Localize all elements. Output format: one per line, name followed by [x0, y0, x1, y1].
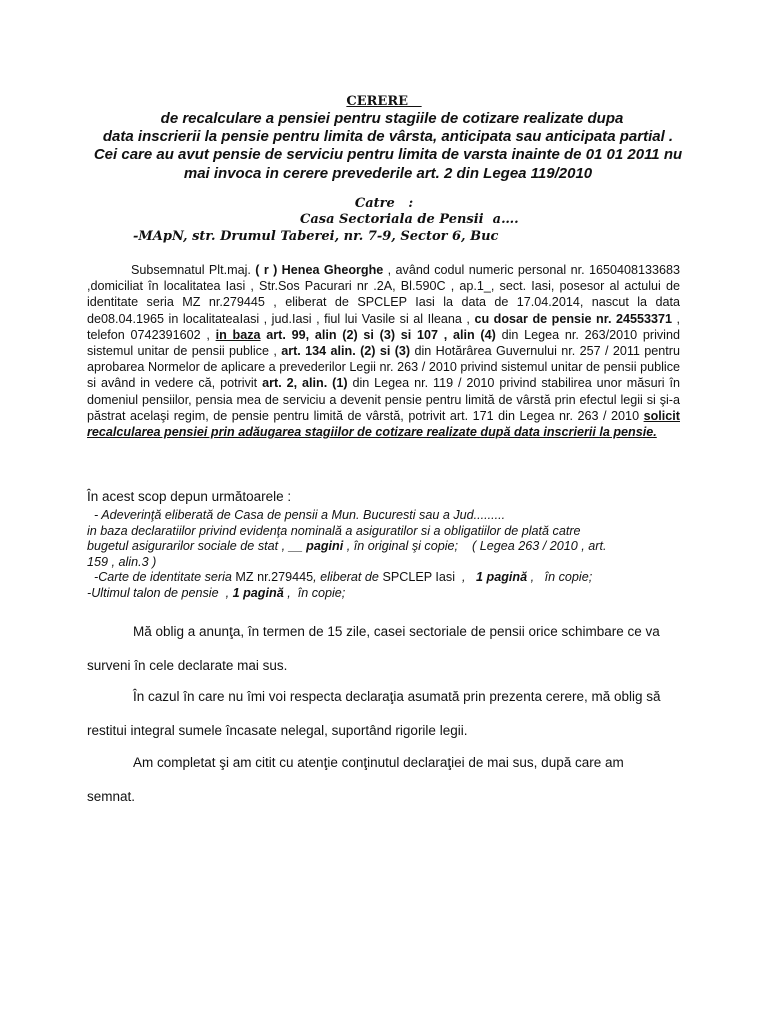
doc-text: -Carte de identitate seria	[87, 570, 236, 585]
documents-intro: În acest scop depun următoarele :	[87, 489, 292, 504]
document-item-1-cont3: 159 , alin.3 )	[87, 554, 157, 569]
document-item-1-cont: in baza declaratiilor privind evidenţa nominală a asiguratilor si a obligatiilor de plată catre	[87, 523, 581, 538]
in-baza-label: in baza	[215, 327, 261, 342]
closing-paragraph-2	[87, 689, 681, 739]
closing-paragraph-3	[87, 755, 681, 805]
closing-1-line-1: Mă oblig a anunţa, în termen de 15 zile, casei sectoriale de pensii orice schimbare ce va	[133, 624, 660, 639]
document-item-1: - Adeverinţă eliberată de Casa de pensii a Mun. Bucuresti sau a Jud.........	[87, 508, 506, 522]
solicit-label: solicit	[643, 408, 680, 423]
doc-text: -Ultimul talon de pensie ,	[87, 585, 233, 600]
closing-3-line-1: Am completat şi am citit cu atenţie conţinutul declaraţiei de mai sus, după care am	[133, 755, 624, 770]
p1-text-b: , având codul numeric personal nr. 1650408133683 ,domiciliat în localitatea Iasi , Str.Sos Pacurari nr .2A, Bl.590C , ap.1_, sect. Iasi, posesor al actului de identitate seria MZ nr.279445 , eliberat de SPCLEP Iasi la data de 17.04.2014, nascut la data de08.04.1965 in localitateaIasi , jud.Iasi , fiul lui Vasile si al Ileana ,	[87, 263, 680, 326]
doc-text: , eliberat de	[313, 570, 383, 585]
pension-file-number: cu dosar de pensie nr. 24553371	[474, 311, 672, 326]
document-subtitle	[92, 110, 684, 183]
p1-text-a: Subsemnatul Plt.maj.	[131, 263, 256, 277]
p1-text-c: , telefon 0742391602 ,	[87, 311, 681, 342]
closing-paragraph-1	[87, 624, 681, 674]
law-articles-2: art. 134 alin. (2) si (3)	[281, 344, 411, 359]
closing-1-line-2: surveni în cele declarate mai sus.	[87, 658, 288, 673]
recipient-label: Catre :	[354, 196, 414, 211]
issuer: SPCLEP Iasi	[382, 570, 456, 585]
closing-3-line-2: semnat.	[87, 789, 136, 804]
p1-text-i: din Legea nr. 119 / 2010 privind stabilirea unor măsuri în domeniul pensiilor, pensia mea de serviciu a devenit pensie pentru limită de vârstă prin efectul legii si şi-a păstrat acelaşi regim, de pensie pentru limită de vârstă, potrivit art. 171 din Legea nr. 263 / 2010	[87, 376, 680, 423]
main-paragraph	[87, 262, 680, 440]
law-articles-1: art. 99, alin (2) si (3) si 107 , alin (4)	[260, 327, 496, 342]
p1-text-g: din Hotărârea Guvernului nr. 257 / 2011 pentru aprobarea Normelor de aplicare a prevederilor Legii nr. 263 / 2010 privind sistemul unitar de pensii publice si având in vedere că, potrivit	[87, 344, 680, 391]
doc-text: ,	[455, 570, 477, 585]
pages-count: __ pagini	[288, 539, 344, 554]
documents-list	[87, 508, 687, 602]
doc-text: , în original şi copie; ( Legea 263 / 2010 , art.	[343, 539, 607, 554]
document-title: CERERE	[346, 94, 422, 109]
doc-text: bugetul asigurarilor sociale de stat ,	[87, 539, 289, 554]
recipient-institution: Casa Sectoriala de Pensii a….	[300, 212, 519, 227]
applicant-name: ( r ) Henea Gheorghe	[255, 263, 384, 277]
document-item-3	[87, 586, 687, 602]
recipient-address: -MApN, str. Drumul Taberei, nr. 7-9, Sector 6, Buc	[133, 229, 499, 244]
id-number: MZ nr.279445	[235, 570, 314, 585]
closing-2-line-2: restitui integral sumele încasate nelegal, suportând rigorile legii.	[87, 723, 468, 738]
closing-2-line-1: În cazul în care nu îmi voi respecta declaraţia asumată prin prezenta cerere, mă oblig să	[133, 689, 661, 704]
pages-count: 1 pagină	[232, 585, 284, 600]
subtitle-rest: data inscrierii la pensie pentru limita de vârsta, anticipata sau anticipata partial . Cei care au avut pensie de serviciu pentru limita de varsta inainte de 01 01 2011 nu mai invoca in cerere prevederile art. 2 din Legea 119/2010	[93, 128, 683, 182]
subtitle-line-1: de recalculare a pensiei pentru stagiile de cotizare realizate dupa	[160, 110, 624, 127]
document-item-2	[87, 570, 687, 586]
p1-text-e: din Legea nr. 263/2010 privind sistemul unitar de pensii publice ,	[87, 327, 680, 359]
request-statement: recalcularea pensiei prin adăugarea stagiilor de cotizare realizate după data inscrierii la pensie.	[87, 425, 657, 440]
document-item-1-cont2	[87, 539, 687, 555]
doc-text: , în copie;	[283, 585, 346, 600]
doc-text: , în copie;	[527, 570, 593, 585]
pages-count: 1 pagină	[476, 570, 528, 585]
law-articles-3: art. 2, alin. (1)	[262, 376, 348, 391]
